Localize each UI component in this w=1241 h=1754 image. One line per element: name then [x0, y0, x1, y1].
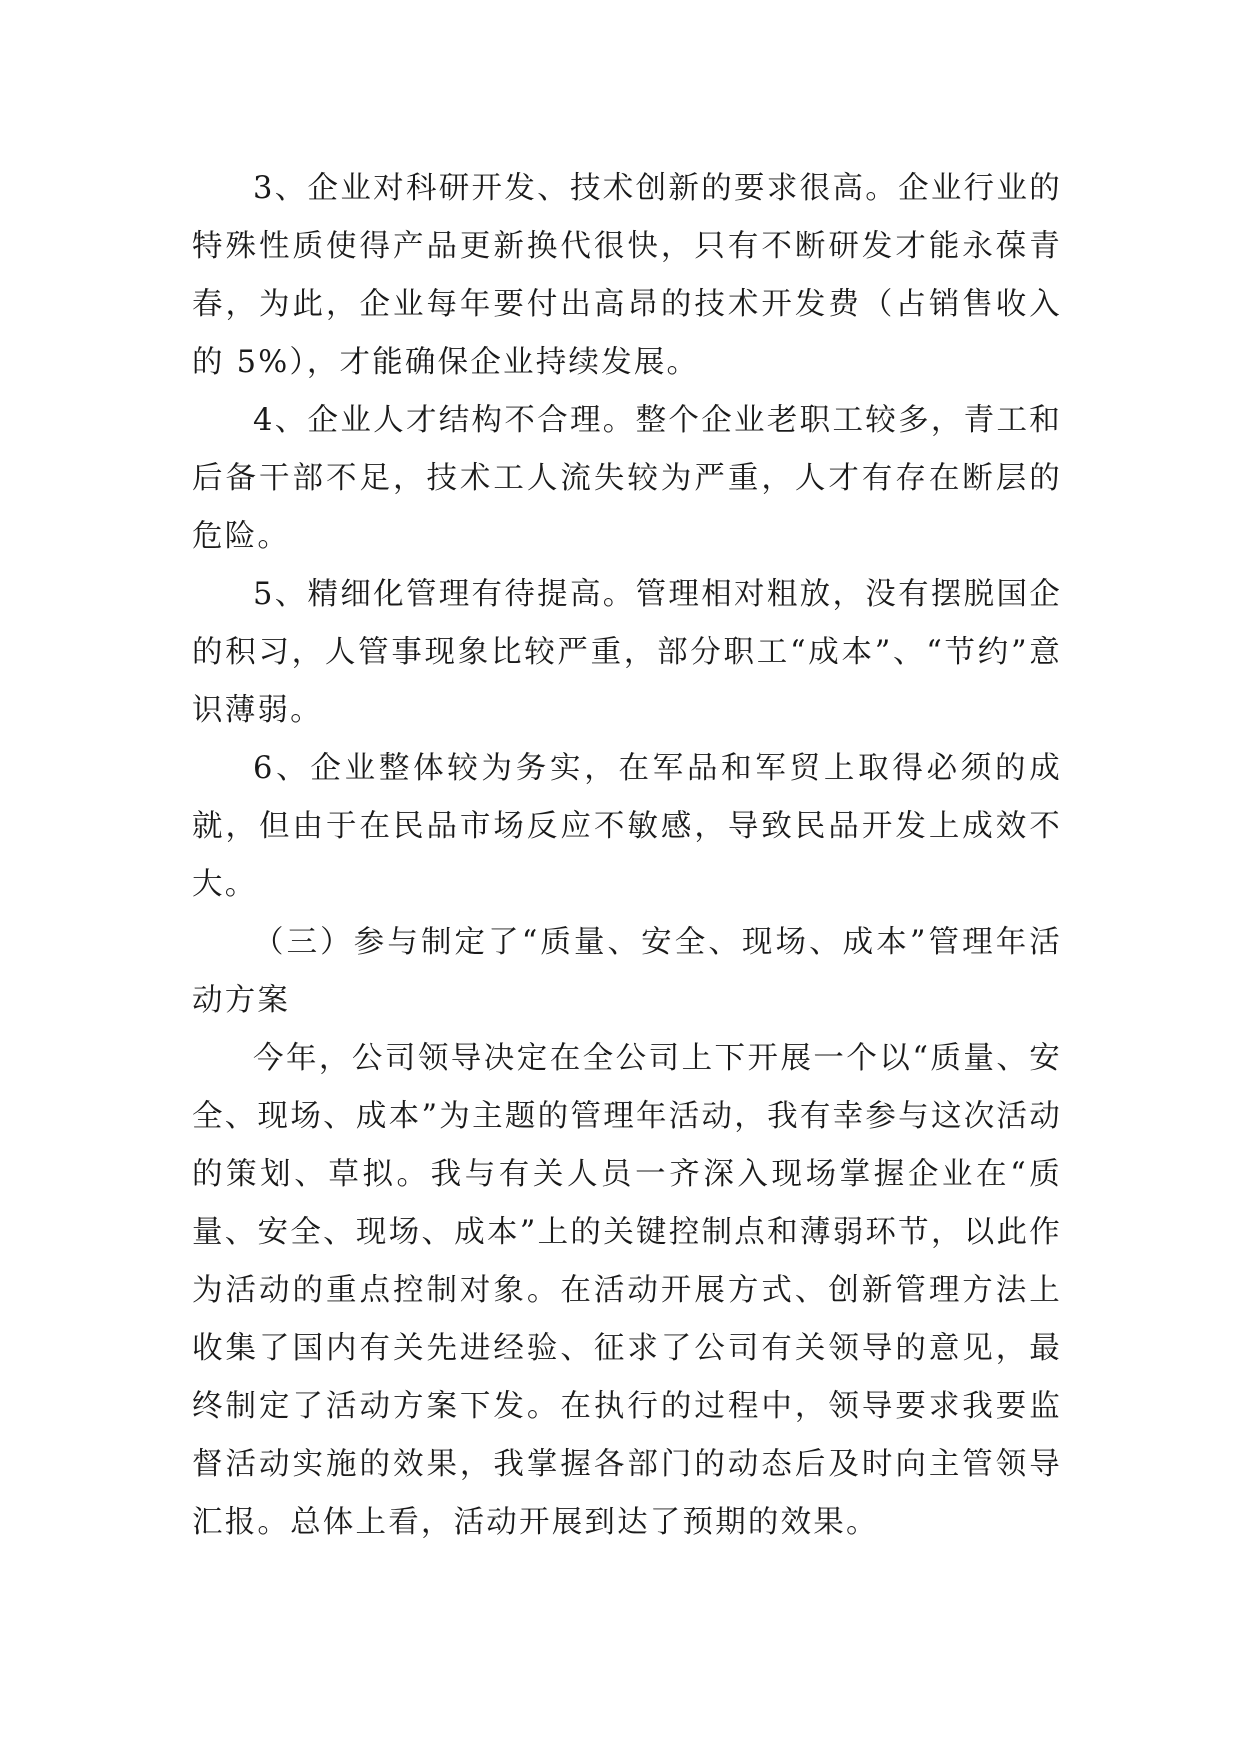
paragraph-item-4: 4、企业人才结构不合理。整个企业老职工较多，青工和后备干部不足，技术工人流失较为严重，人才有存在断层的危险。 — [192, 403, 1062, 554]
paragraph-item-3: 3、企业对科研开发、技术创新的要求很高。企业行业的特殊性质使得产品更新换代很快，只有不断研发才能永葆青春，为此，企业每年要付出高昂的技术开发费（占销售收入的 5%），才能确保企业持续发展。 — [192, 171, 1062, 380]
document-body — [192, 160, 1062, 1552]
section-heading-3: （三）参与制定了“质量、安全、现场、成本”管理年活动方案 — [192, 925, 1062, 1018]
paragraph-item-5: 5、精细化管理有待提高。管理相对粗放，没有摆脱国企的积习，人管事现象比较严重，部分职工“成本”、“节约”意识薄弱。 — [192, 577, 1062, 728]
paragraph-item-6: 6、企业整体较为务实，在军品和军贸上取得必须的成就，但由于在民品市场反应不敏感，导致民品开发上成效不大。 — [192, 751, 1062, 902]
paragraph-activity-plan: 今年，公司领导决定在全公司上下开展一个以“质量、安全、现场、成本”为主题的管理年活动，我有幸参与这次活动的策划、草拟。我与有关人员一齐深入现场掌握企业在“质量、安全、现场、成本”上的关键控制点和薄弱环节，以此作为活动的重点控制对象。在活动开展方式、创新管理方法上收集了国内有关先进经验、征求了公司有关领导的意见，最终制定了活动方案下发。在执行的过程中，领导要求我要监督活动实施的效果，我掌握各部门的动态后及时向主管领导汇报。总体上看，活动开展到达了预期的效果。 — [192, 1041, 1062, 1540]
